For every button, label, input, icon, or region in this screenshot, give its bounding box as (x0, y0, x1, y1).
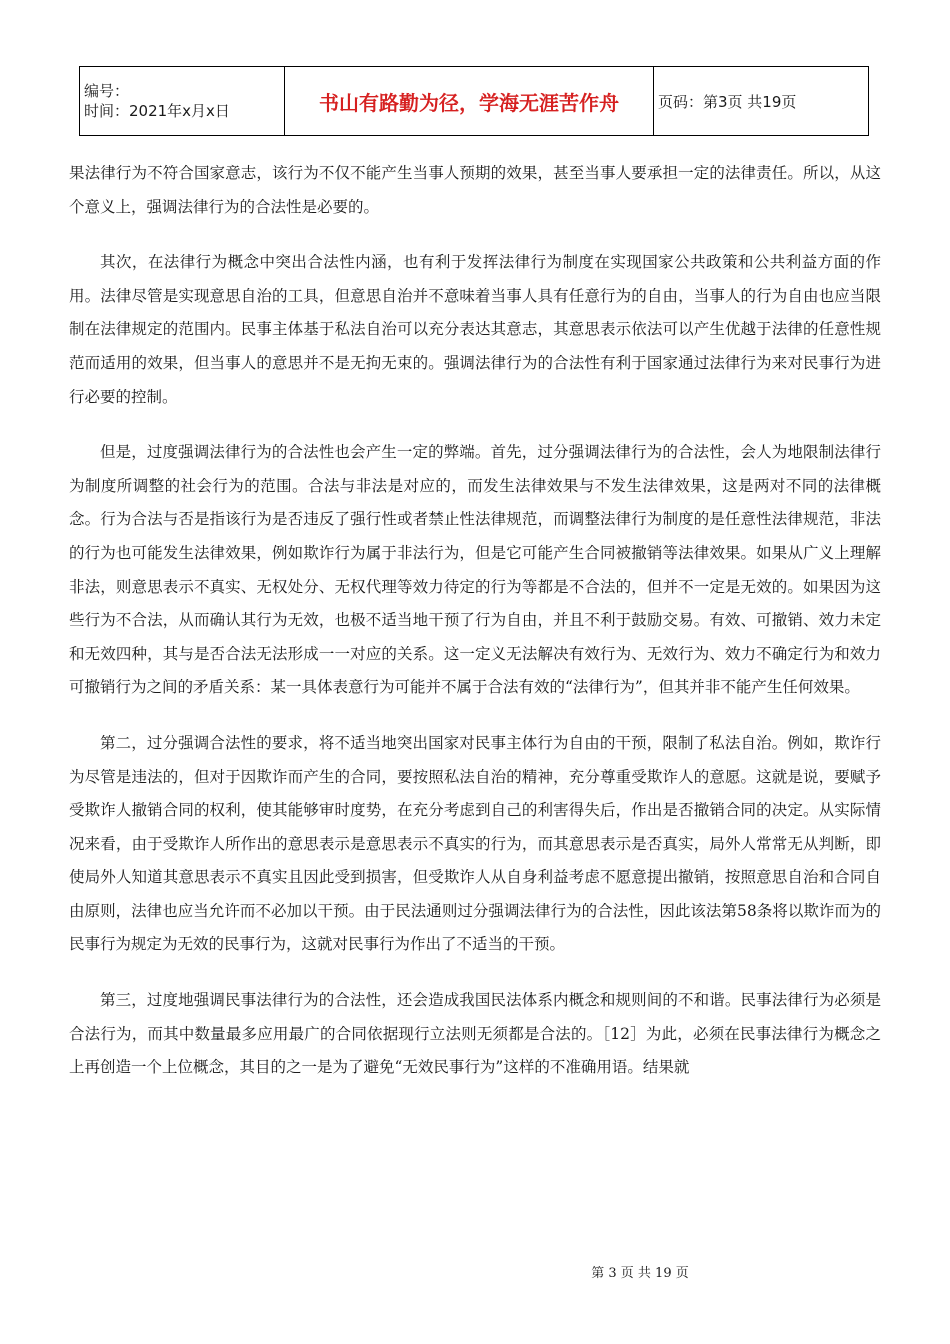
page-footer: 第 3 页 共 19 页 (591, 1266, 689, 1281)
paragraph: 但是，过度强调法律行为的合法性也会产生一定的弊端。首先，过分强调法律行为的合法性，会人为地限制法律行为制度所调整的社会行为的范围。合法与非法是对应的，而发生法律效果与不发生法律效果，这是两对不同的法律概念。行为合法与否是指该行为是否违反了强行性或者禁止性法律规范，而调整法律行为制度的是任意性法律规范，非法的行为也可能发生法律效果，例如欺诈行为属于非法行为，但是它可能产生合同被撤销等法律效果。如果从广义上理解非法，则意思表示不真实、无权处分、无权代理等效力待定的行为等都是不合法的，但并不一定是无效的。如果因为这些行为不合法，从而确认其行为无效，也极不适当地干预了行为自由，并且不利于鼓励交易。有效、可撤销、效力未定和无效四种，其与是否合法无法形成一一对应的关系。这一定义无法解决有效行为、无效行为、效力不确定行为和效力可撤销行为之间的矛盾关系：某一具体表意行为可能并不属于合法有效的“法律行为”，但其并非不能产生任何效果。 (69, 443, 881, 697)
paragraph: 其次，在法律行为概念中突出合法性内涵，也有利于发挥法律行为制度在实现国家公共政策和公共利益方面的作用。法律尽管是实现意思自治的工具，但意思自治并不意味着当事人具有任意行为的自由，当事人的行为自由也应当限制在法律规定的范围内。民事主体基于私法自治可以充分表达其意志，其意思表示依法可以产生优越于法律的任意性规范而适用的效果，但当事人的意思并不是无拘无束的。强调法律行为的合法性有利于国家通过法律行为来对民事行为进行必要的控制。 (69, 253, 881, 406)
document-date: 时间：2021年x月x日 (84, 102, 230, 120)
header-table (79, 66, 869, 136)
header-page-info: 页码：第3页 共19页 (654, 67, 869, 136)
document-body (69, 157, 881, 1107)
paragraph: 第二，过分强调合法性的要求，将不适当地突出国家对民事主体行为自由的干预，限制了私法自治。例如，欺诈行为尽管是违法的，但对于因欺诈而产生的合同，要按照私法自治的精神，充分尊重受欺诈人的意愿。这就是说，要赋予受欺诈人撤销合同的权利，使其能够审时度势，在充分考虑到自己的利害得失后，作出是否撤销合同的决定。从实际情况来看，由于受欺诈人所作出的意思表示是意思表示不真实的行为，而其意思表示是否真实，局外人常常无从判断，即使局外人知道其意思表示不真实且因此受到损害，但受欺诈人从自身利益考虑不愿意提出撤销，按照意思自治和合同自由原则，法律也应当允许而不必加以干预。由于民法通则过分强调法律行为的合法性，因此该法第58条将以欺诈而为的民事行为规定为无效的民事行为，这就对民事行为作出了不适当的干预。 (69, 733, 881, 954)
document-number-label: 编号： (84, 82, 130, 100)
header-left-cell (80, 67, 285, 136)
paragraph: 果法律行为不符合国家意志，该行为不仅不能产生当事人预期的效果，甚至当事人要承担一定的法律责任。所以，从这个意义上，强调法律行为的合法性是必要的。 (69, 164, 881, 216)
header-motto: 书山有路勤为径，学海无涯苦作舟 (285, 67, 654, 136)
paragraph: 第三，过度地强调民事法律行为的合法性，还会造成我国民法体系内概念和规则间的不和谐。民事法律行为必须是合法行为，而其中数量最多应用最广的合同依据现行立法则无须都是合法的。［12］为此，必须在民事法律行为概念之上再创造一个上位概念，其目的之一是为了避免“无效民事行为”这样的不准确用语。结果就 (69, 991, 881, 1077)
